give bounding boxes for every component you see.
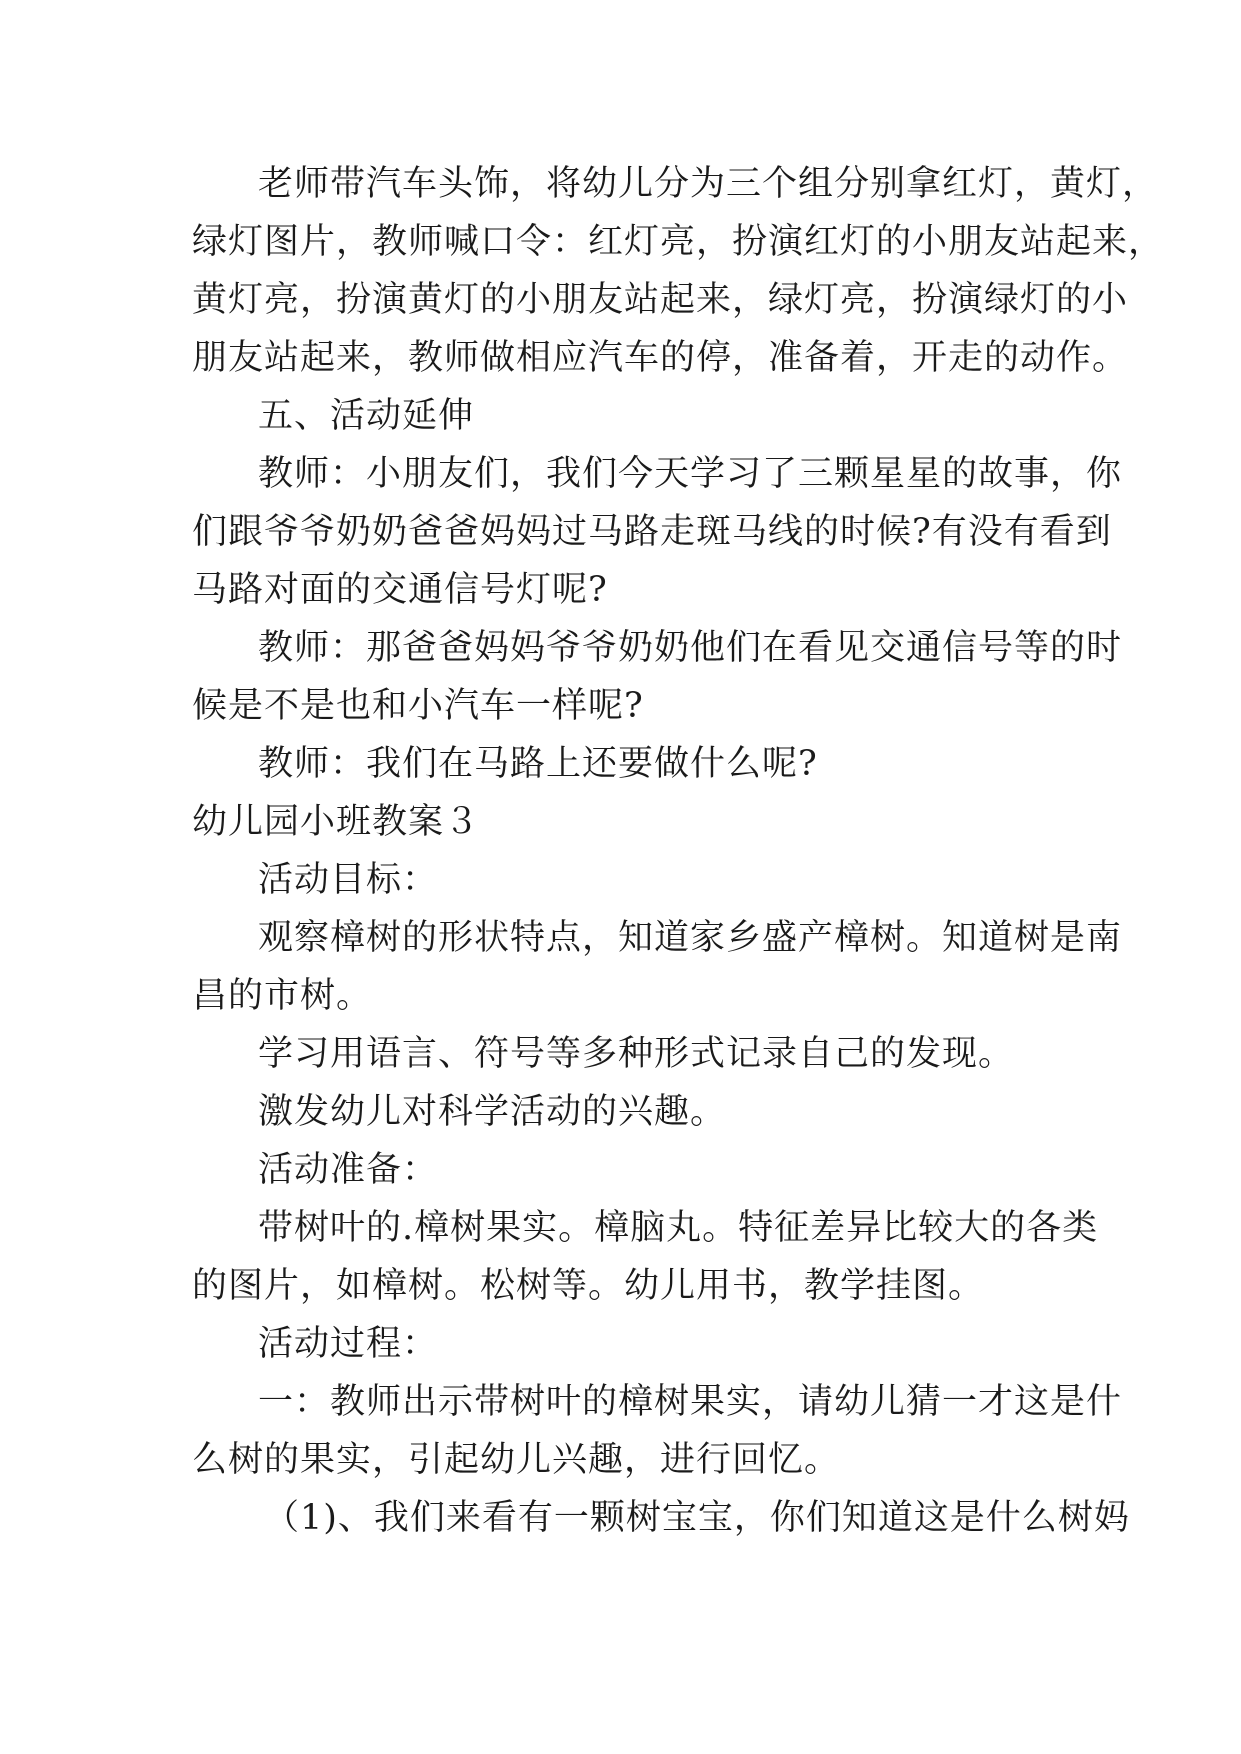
paragraph-line: 教师：那爸爸妈妈爷爷奶奶他们在看见交通信号等的时	[258, 628, 1123, 668]
paragraph-line: 教师：小朋友们，我们今天学习了三颗星星的故事，你	[258, 454, 1123, 494]
paragraph-line: 观察樟树的形状特点，知道家乡盛产樟树。知道树是南	[258, 918, 1123, 958]
paragraph-line: 教师：我们在马路上还要做什么呢?	[258, 744, 818, 784]
paragraph-line: 朋友站起来，教师做相应汽车的停，准备着，开走的动作。	[192, 338, 1129, 378]
paragraph-line: 黄灯亮，扮演黄灯的小朋友站起来，绿灯亮，扮演绿灯的小	[192, 280, 1129, 320]
document-title: 幼儿园小班教案３	[192, 802, 481, 842]
paragraph-line: 老师带汽车头饰，将幼儿分为三个组分别拿红灯，黄灯，	[258, 164, 1159, 204]
paragraph-line: 一：教师出示带树叶的樟树果实，请幼儿猜一才这是什	[258, 1382, 1123, 1422]
paragraph-line: 绿灯图片，教师喊口令：红灯亮，扮演红灯的小朋友站起来，	[192, 222, 1165, 262]
paragraph-line: 学习用语言、符号等多种形式记录自己的发现。	[258, 1034, 1015, 1074]
paragraph-line: 么树的果实，引起幼儿兴趣，进行回忆。	[192, 1440, 841, 1480]
paragraph-line: 激发幼儿对科学活动的兴趣。	[258, 1092, 727, 1132]
section-heading: 活动准备：	[258, 1150, 439, 1190]
paragraph-line: 昌的市树。	[192, 976, 373, 1016]
section-heading: 活动目标：	[258, 860, 439, 900]
section-heading: 活动过程：	[258, 1324, 439, 1364]
paragraph-line: 马路对面的交通信号灯呢?	[192, 570, 608, 610]
paragraph-line: （1)、我们来看有一颗树宝宝，你们知道这是什么树妈	[264, 1498, 1130, 1538]
paragraph-line: 候是不是也和小汽车一样呢?	[192, 686, 644, 726]
section-heading: 五、活动延伸	[258, 396, 475, 436]
paragraph-line: 的图片，如樟树。松树等。幼儿用书，教学挂图。	[192, 1266, 985, 1306]
paragraph-line: 带树叶的.樟树果实。樟脑丸。特征差异比较大的各类	[258, 1208, 1099, 1248]
paragraph-line: 们跟爷爷奶奶爸爸妈妈过马路走斑马线的时候?有没有看到	[192, 512, 1112, 552]
